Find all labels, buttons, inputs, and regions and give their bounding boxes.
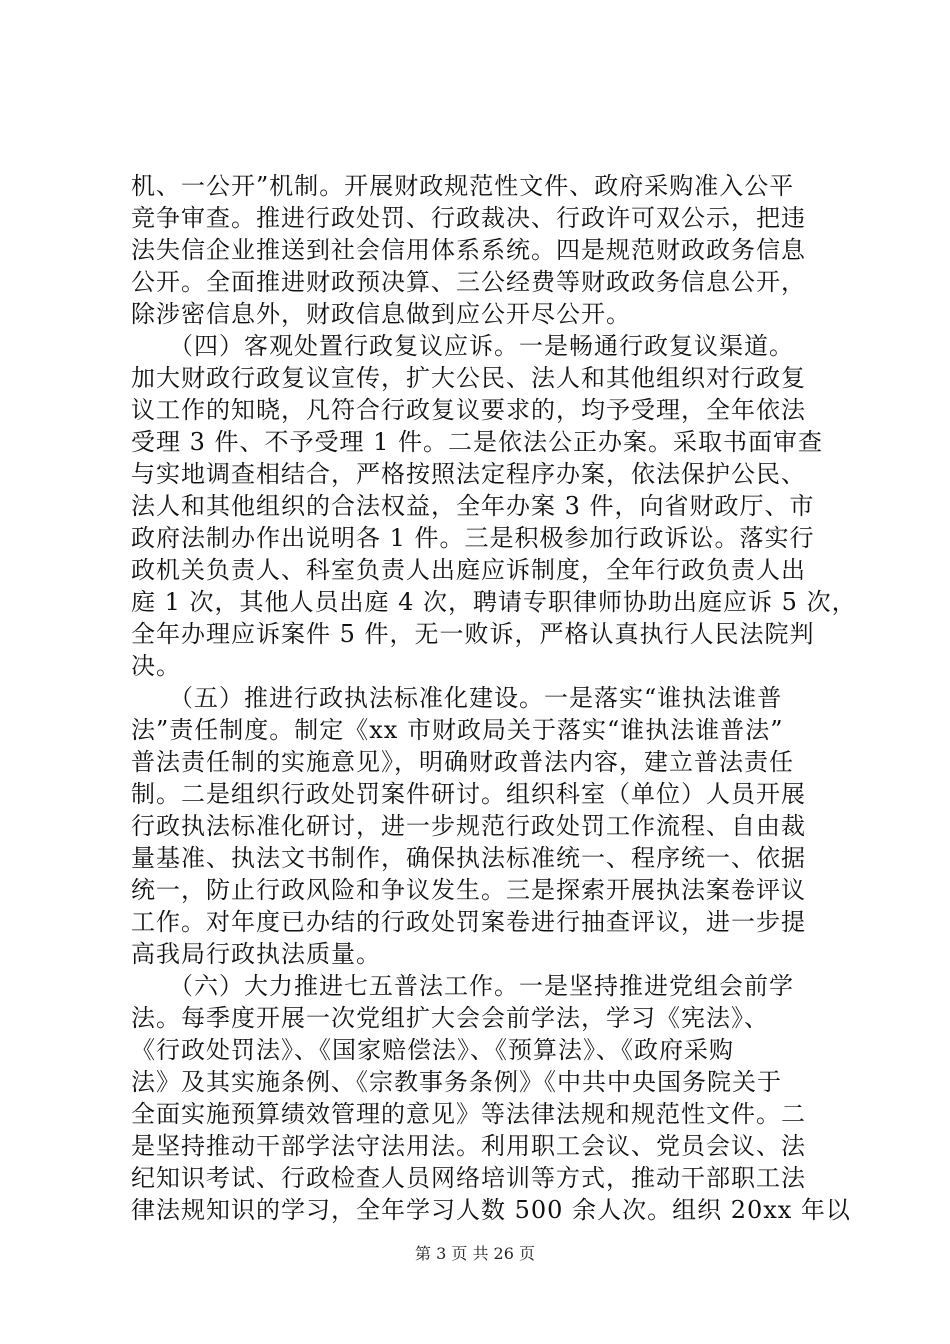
text-line: 决。 <box>131 652 181 680</box>
text-line: 全年办理应诉案件 5 件，无一败诉，严格认真执行人民法院判 <box>131 620 815 648</box>
text-line: （五）推进行政执法标准化建设。一是落实“谁执法谁普 <box>131 684 783 712</box>
text-line: 法》及其实施条例、《宗教事务条例》《中共中央国务院关于 <box>131 1068 782 1096</box>
document-body <box>131 170 857 1226</box>
text-line: 量基准、执法文书制作，确保执法标准统一、程序统一、依据 <box>131 844 806 872</box>
text-line: 除涉密信息外，财政信息做到应公开尽公开。 <box>131 300 631 328</box>
page-footer: 第 3 页 共 26 页 <box>415 1244 535 1263</box>
text-line: 统一，防止行政风险和争议发生。三是探索开展执法案卷评议 <box>131 876 806 904</box>
text-line: 与实地调查相结合，严格按照法定程序办案，依法保护公民、 <box>131 460 806 488</box>
text-line: 政府法制办作出说明各 1 件。三是积极参加行政诉讼。落实行 <box>131 524 815 552</box>
text-line: 法。每季度开展一次党组扩大会会前学法，学习《宪法》、 <box>131 1004 769 1032</box>
text-line: 高我局行政执法质量。 <box>131 940 381 968</box>
text-line: 法失信企业推送到社会信用体系系统。四是规范财政政务信息 <box>131 236 806 264</box>
text-line: 是坚持推动干部学法守法用法。利用职工会议、党员会议、法 <box>131 1132 806 1160</box>
text-line: 政机关负责人、科室负责人出庭应诉制度，全年行政负责人出 <box>131 556 806 584</box>
text-line: 竞争审查。推进行政处罚、行政裁决、行政许可双公示，把违 <box>131 204 806 232</box>
text-line: 《行政处罚法》、《国家赔偿法》、《预算法》、《政府采购 <box>131 1036 734 1064</box>
text-line: 受理 3 件、不予受理 1 件。二是依法公正办案。采取书面审查 <box>131 428 824 456</box>
text-line: 普法责任制的实施意见》，明确财政普法内容，建立普法责任 <box>131 748 794 776</box>
text-line: 法”责任制度。制定《xx 市财政局关于落实“谁执法谁普法” <box>131 716 784 744</box>
text-line: 全面实施预算绩效管理的意见》等法律法规和规范性文件。二 <box>131 1100 806 1128</box>
text-line: 议工作的知晓，凡符合行政复议要求的，均予受理，全年依法 <box>131 396 806 424</box>
text-line: 机、一公开”机制。开展财政规范性文件、政府采购准入公平 <box>131 172 795 200</box>
text-line: 公开。全面推进财政预决算、三公经费等财政政务信息公开， <box>131 268 806 296</box>
text-line: 制。二是组织行政处罚案件研讨。组织科室（单位）人员开展 <box>131 780 806 808</box>
text-line: （四）客观处置行政复议应诉。一是畅通行政复议渠道。 <box>131 332 794 360</box>
text-line: 法人和其他组织的合法权益，全年办案 3 件，向省财政厅、市 <box>131 492 815 520</box>
text-line: （六）大力推进七五普法工作。一是坚持推进党组会前学 <box>131 972 794 1000</box>
text-line: 加大财政行政复议宣传，扩大公民、法人和其他组织对行政复 <box>131 364 806 392</box>
text-line: 工作。对年度已办结的行政处罚案卷进行抽查评议，进一步提 <box>131 908 806 936</box>
text-line: 庭 1 次，其他人员出庭 4 次，聘请专职律师协助出庭应诉 5 次， <box>131 588 857 616</box>
text-line: 律法规知识的学习，全年学习人数 500 余人次。组织 20xx 年以 <box>131 1196 851 1224</box>
text-line: 纪知识考试、行政检查人员网络培训等方式，推动干部职工法 <box>131 1164 806 1192</box>
text-line: 行政执法标准化研讨，进一步规范行政处罚工作流程、自由裁 <box>131 812 806 840</box>
